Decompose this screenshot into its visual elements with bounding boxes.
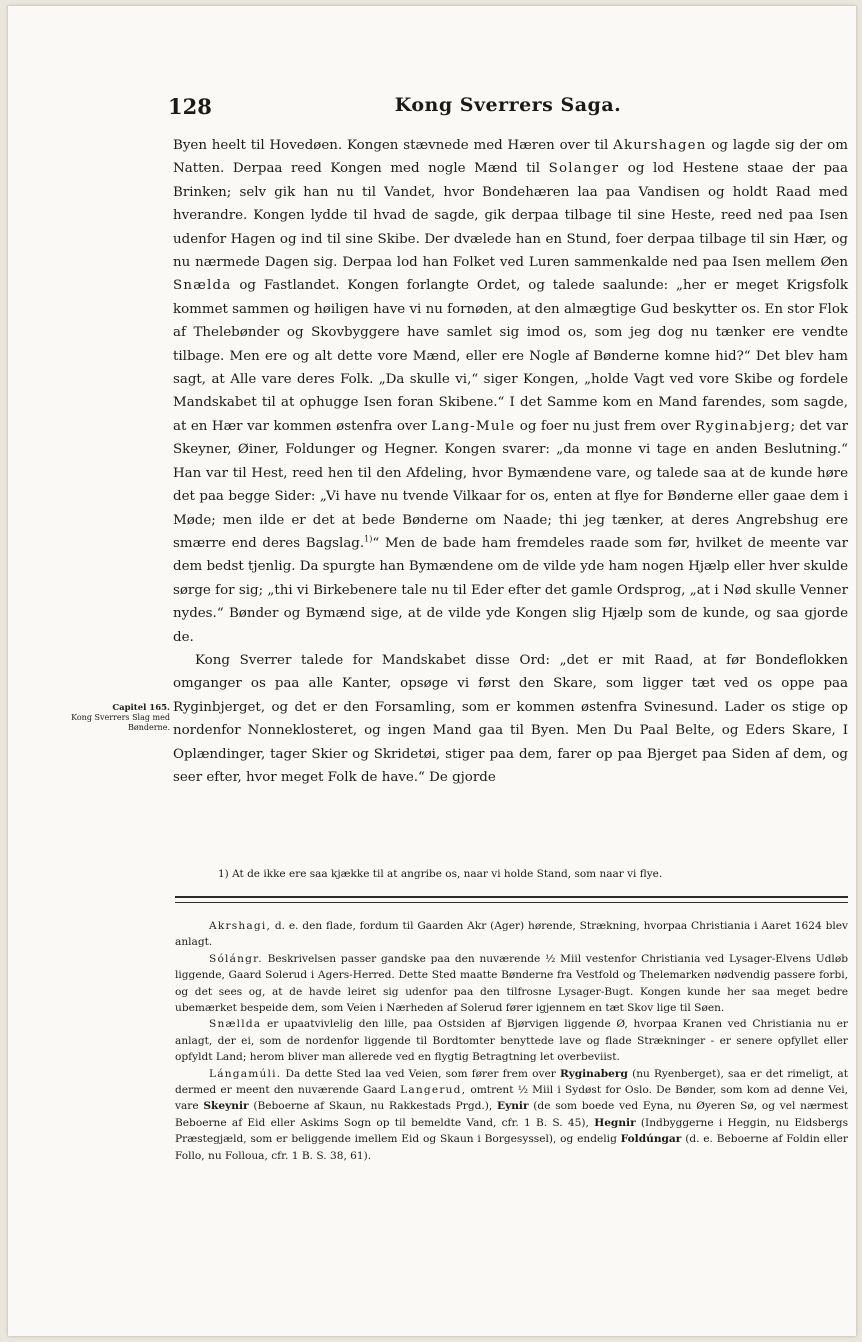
margin-note <box>70 703 170 733</box>
place-name: Akurshagen <box>613 138 707 153</box>
page-header <box>168 94 848 124</box>
page-number: 128 <box>168 94 212 119</box>
place-name: Solanger <box>548 161 620 177</box>
footnote: 1) At de ikke ere saa kjække til at angribe os, naar vi holde Stand, som naar vi flye. <box>218 868 663 880</box>
running-title: Kong Sverrers Saga. <box>394 94 622 116</box>
note-term: Snællda <box>209 1018 262 1031</box>
main-text <box>173 134 848 789</box>
margin-summary: Kong Sverrers Slag med Bønderne. <box>71 713 170 732</box>
note-term: Lángamúli. <box>209 1067 282 1080</box>
double-rule-divider <box>175 896 848 903</box>
place-name: Lang-Mule <box>431 418 516 434</box>
paragraph-2: Kong Sverrer talede for Mandskabet disse Ord: „det er mit Raad, at før Bondeflokken omganger os paa alle Kanter, opsøge vi først den Skare, som ligger tæt ved os oppe paa Ryginbjerget, og det er den Forsamling, som er kommen østenfra Svinesund. Lader os stige op nordenfor Nonneklosteret, og ingen Mand gaa til Byen. Men Du Paal Belte, og Eders Skare, I Oplændinger, tager Skier og Skridetøi, stiger paa dem, farer op paa Bjerget paa Siden af dem, og seer efter, hvor meget Folk de have.“ De gjorde <box>173 652 848 785</box>
note-term: Sólángr. <box>209 952 263 965</box>
footnote-ref: 1) <box>364 534 373 544</box>
note-term: Akrshagi, <box>209 920 272 932</box>
place-name: Ryginabjerg <box>694 418 791 434</box>
note-akrshagi: Akrshagi, d. e. den flade, fordum til Gaarden Akr (Ager) hørende, Strækning, hvorpaa Christiania i Aaret 1624 blev anlagt. <box>175 920 848 949</box>
book-page <box>8 6 856 1336</box>
editorial-notes <box>175 918 848 1164</box>
place-name: Snælda <box>173 278 232 294</box>
chapter-label: Capitel 165. <box>112 703 170 713</box>
paragraph-1: Byen heelt til Hovedøen. Kongen stævnede med Hæren over til Akurshagen og lagde sig der om Natten. Derpaa reed Kongen med nogle Mænd til Solanger og lod Hestene staae der paa Brinken; selv gik han nu til Vandet, hvor Bondehæren laa paa Vandisen og holdt Raad med hverandre. Kongen lydde til hvad de sagde, gik derpaa tilbage til sine Heste, reed ned paa Isen udenfor Hagen og ind til sine Skibe. Der dvælede han en Stund, foer derpaa tilbage til sin Hær, og nu nærmede Dagen sig. Derpaa lod han Folket ved Luren sammenkalde ned paa Isen mellem Øen Snælda og Fastlandet. Kongen forlangte Ordet, og talede saalunde: „her er meget Krigsfolk kommet sammen og høiligen have vi nu fornøden, at den almægtige Gud beskytter os. En stor Flok af Thelebønder og Skovbyggere have samlet sig imod os, som jeg dog nu tænker ere vendte tilbage. Men ere og alt dette vore Mænd, eller ere Nogle af Bønderne komne hid?“ Det blev ham sagt, at Alle vare deres Folk. „Da skulle vi,“ siger Kongen, „holde Vagt ved vore Skibe og fordele Mandskabet til at ophugge Isen foran Skibene.“ I det Samme kom en Mand farendes, som sagde, at en Hær var kommen østenfra over Lang-Mule og foer nu just frem over Ryginabjerg; det var Skeyner, Øiner, Foldunger og Hegner. Kongen svarer: „da monne vi tage en anden Beslutning.“ Han var til Hest, reed hen til den Afdeling, hvor Bymændene vare, og talede saa at de kunde høre det paa begge Sider: „Vi have nu tvende Vilkaar for os, enten at flye for Bønderne eller gaae dem i Møde; men ilde er det at bede Bønderne om Naade; thi jeg tænker, at deres Angrebshug ere smærre end deres Bagslag.$^{1)}$“ Men de bade ham fremdeles raade som før, hvilket de meente var dem bedst tjenlig. Da spurgte han Bymændene om de vilde yde ham nogen Hjælp eller hver skulde sørge for sig; „thi vi Birkebenere tale nu til Eder efter det gamle Ordsprog, „at i Nød skulle Venner nydes.“ Bønder og Bymænd sige, at de vilde yde Kongen slig Hjælp som de kunde, og saa gjorde de. <box>173 138 848 645</box>
note-solangr: Sólángr. Beskrivelsen passer gandske paa den nuværende ½ Miil vestenfor Christiania ved Lysager-Elvens Udløb liggende, Gaard Solerud i Agers-Herred. Dette Sted maatte Bønderne fra Vestfold og Thelemarken nødvendig passere forbi, og det sees og, at de havde leiret sig udenfor paa den tilfrosne Lysager-Bugt. Kongen kunde her saa meget bedre ubemærket bespeide dem, som Veien i Nærheden af Solerud fører igjennem en tæt Skov lige til Søen. <box>175 952 848 1015</box>
note-snaellda: Snællda er upaatvivlelig den lille, paa Ostsiden af Bjørvigen liggende Ø, hvorpaa Kranen ved Christiania nu er anlagt, der ei, som de nordenfor liggende til Bordtomter benyttede lave og flade Strækninger - er senere opfyllet eller opfyldt Land; herom bliver man allerede ved en flygtig Betragtning let overbeviist. <box>175 1018 848 1064</box>
note-langamuli: Lángamúli. Da dette Sted laa ved Veien, som fører frem over Ryginaberg (nu Ryenberget), saa er det rimeligt, at dermed er meent den nuværende Gaard Langerud, omtrent ½ Miil i Sydøst for Oslo. De Bønder, som kom ad denne Vei, vare Skeynir (Beboerne af Skaun, nu Rakkestads Prgd.), Eynir (de som boede ved Eyna, nu Øyeren Sø, og vel nærmest Beboerne af Eid eller Askims Sogn op til bemeldte Vand, cfr. 1 B. S. 45), Hegnir (Indbyggerne i Heggin, nu Eidsbergs Præstegjæld, som er beliggende imellem Eid og Skaun i Borgesyssel), og endelig Foldúngar (d. e. Beboerne af Foldin eller Follo, nu Folloua, cfr. 1 B. S. 38, 61). <box>175 1067 849 1162</box>
